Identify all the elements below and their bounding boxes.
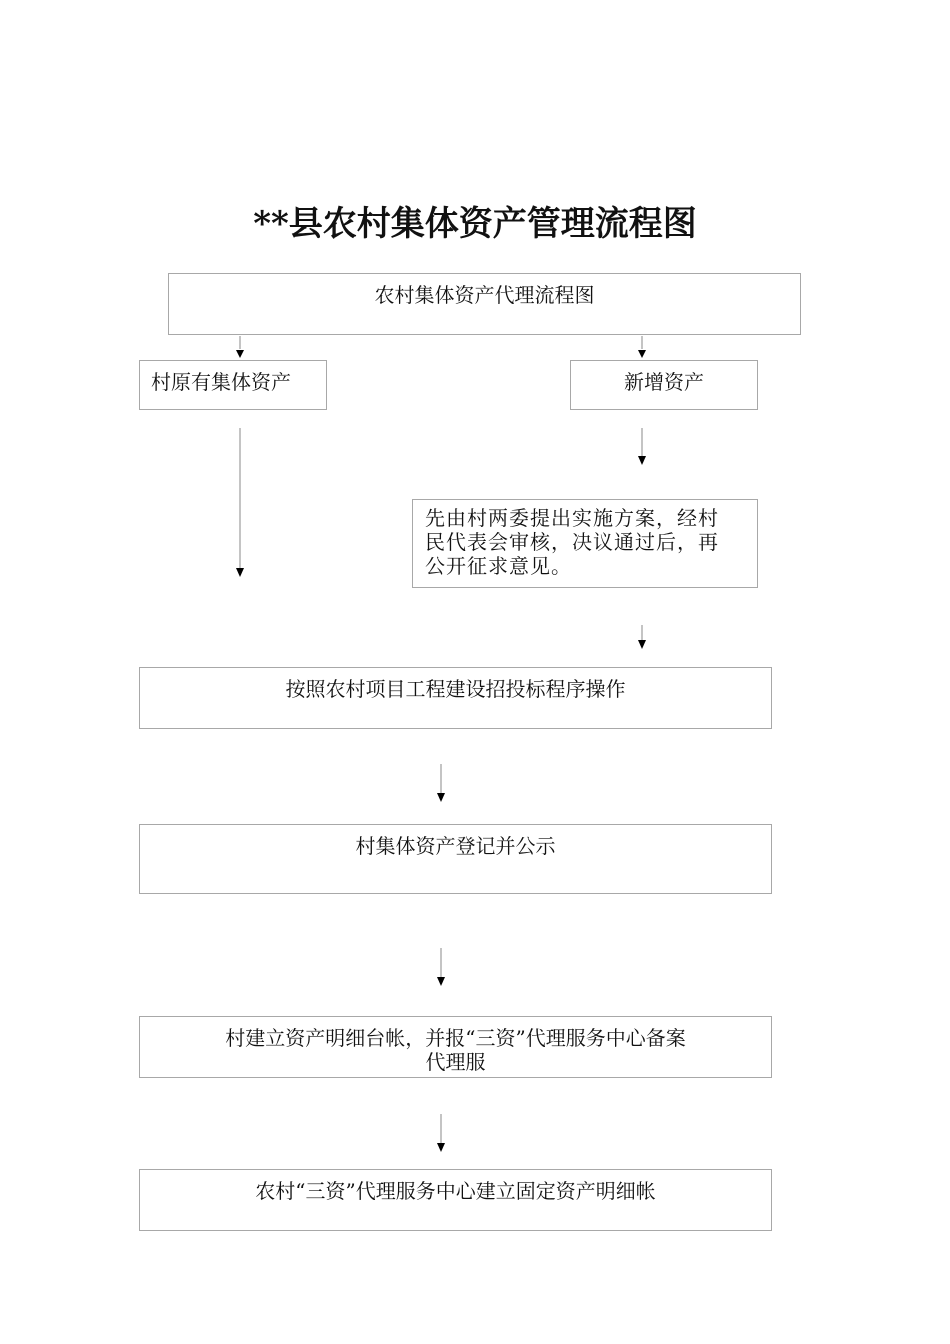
flow-node-label: 按照农村项目工程建设招投标程序操作 xyxy=(285,677,626,701)
arrowhead xyxy=(236,568,244,577)
flow-node-label: 村集体资产登记并公示 xyxy=(355,834,556,858)
flow-node-implementation-plan xyxy=(412,499,758,588)
flow-node-service-center-ledger xyxy=(139,1169,772,1231)
flow-node-label: 农村集体资产代理流程图 xyxy=(374,283,595,307)
flow-node-tender-procedure xyxy=(139,667,772,729)
flow-node-asset-ledger xyxy=(139,1016,772,1078)
arrowhead xyxy=(437,1143,445,1152)
flow-node-new-assets xyxy=(570,360,758,410)
flow-node-text-line: 先由村两委提出实施方案，经村 xyxy=(425,506,719,530)
flow-node-text-line: 民代表会审核，决议通过后，再 xyxy=(425,530,719,554)
arrowhead xyxy=(638,456,646,465)
arrowhead xyxy=(236,350,244,358)
flow-node-text-line: 代理服 xyxy=(425,1050,486,1074)
flow-node-text-line: 村建立资产明细台帐，并报“三资”代理服务中心备案 xyxy=(225,1026,686,1050)
flow-node-register-publicize xyxy=(139,824,772,894)
page-title: **县农村集体资产管理流程图 xyxy=(253,204,697,244)
flow-node-existing-assets xyxy=(139,360,327,410)
flow-node-label: 新增资产 xyxy=(624,370,704,394)
flow-node-proxy-process xyxy=(168,273,801,335)
arrowhead xyxy=(437,793,445,802)
arrowhead xyxy=(638,640,646,649)
flow-node-text-line: 公开征求意见。 xyxy=(425,554,572,578)
flow-node-label: 农村“三资”代理服务中心建立固定资产明细帐 xyxy=(255,1179,656,1203)
arrowhead xyxy=(437,977,445,986)
arrowhead xyxy=(638,350,646,358)
flow-node-label: 村原有集体资产 xyxy=(151,370,291,394)
